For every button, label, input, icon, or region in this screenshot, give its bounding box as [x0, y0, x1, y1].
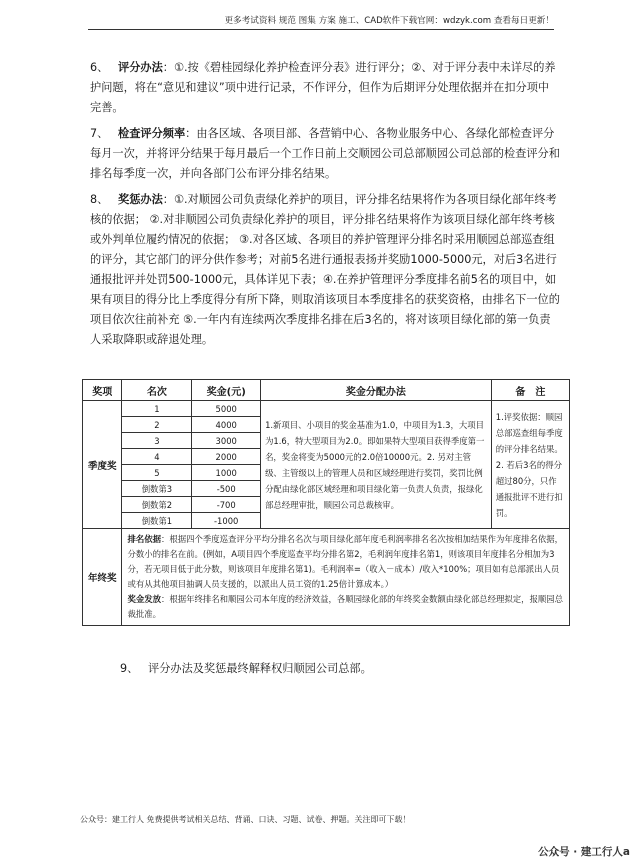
header-award: 奖项	[83, 380, 122, 401]
table-header-row	[83, 380, 570, 401]
rank-cell: 5	[122, 465, 192, 481]
page-header: 更多考试资料 规范 图集 方案 施工、CAD软件下载官网：wdzyk.com 查看每日更新！	[88, 14, 554, 30]
note-cell: 1.评奖依据：顺园总部巡查组每季度的评分排名结果。2. 若后3名的得分超过80分，只作通报批评不进行扣罚。	[491, 401, 569, 529]
year-award-desc: ：根据年终排名和顺园公司本年度的经济效益，各顺园绿化部的年终奖金数额由绿化部总经理拟定，报顺园总裁批准。	[127, 594, 563, 619]
item-number: 6、	[90, 61, 109, 74]
item-text: 评分办法及奖惩最终解释权归顺园公司总部。	[148, 662, 372, 675]
year-basis-title: 排名依据	[127, 534, 161, 544]
rank-cell: 1	[122, 401, 192, 417]
item-number: 8、	[90, 193, 109, 206]
year-award-title: 奖金发放	[127, 594, 161, 604]
year-award-text	[122, 529, 570, 626]
item-6	[90, 58, 560, 118]
header-note: 备 注	[491, 380, 569, 401]
distribution-cell: 1.新项目、小项目的奖金基准为1.0，中项目为1.3，大项目为1.6，特大型项目为2.0。即如果特大型项目获得季度第一名，奖金将变为5000元的2.0倍10000元。2. 另对主管级、主管级以上的管理人员和区域经理进行奖罚，奖罚比例分配由绿化部区域经理和项目绿化第一负责人负责，报绿化部总经理审批，顺园公司总裁核审。	[261, 401, 492, 529]
item-number: 9、	[120, 662, 139, 675]
page-footer: 公众号：建工行人 免费提供考试相关总结、背诵、口诀、习题、试卷、押题。关注即可下载！	[80, 815, 411, 824]
amount-cell: 2000	[192, 449, 261, 465]
amount-cell: 1000	[192, 465, 261, 481]
year-award-row	[83, 529, 570, 626]
table-row	[83, 401, 570, 417]
item-7	[90, 124, 560, 184]
award-table	[82, 379, 570, 626]
year-award-label: 年终奖	[83, 529, 122, 626]
item-title: 奖惩办法	[118, 193, 163, 206]
rank-cell: 2	[122, 417, 192, 433]
amount-cell: -700	[192, 497, 261, 513]
item-number: 7、	[90, 127, 109, 140]
watermark: 公众号 · 建工行人a	[538, 846, 630, 858]
header-distribution: 奖金分配办法	[261, 380, 492, 401]
item-title: 检查评分频率	[118, 127, 186, 140]
quarter-award-label: 季度奖	[83, 401, 122, 529]
amount-cell: -1000	[192, 513, 261, 529]
item-title: 评分办法	[118, 61, 163, 74]
amount-cell: -500	[192, 481, 261, 497]
amount-cell: 3000	[192, 433, 261, 449]
header-rank: 名次	[122, 380, 192, 401]
rank-cell: 倒数第2	[122, 497, 192, 513]
item-text: ：由各区域、各项目部、各营销中心、各物业服务中心、各绿化部检查评分每月一次，并将评分结果于每月最后一个工作日前上交顺园公司总部顺园公司总部的检查评分和排名每季度一次，并向各部门公布评分排名结果。	[90, 127, 560, 180]
item-text: ：①.对顺园公司负责绿化养护的项目，评分排名结果将作为各项目绿化部年终考核的依据； ②.对非顺园公司负责绿化养护的项目，评分排名结果将作为该项目绿化部年终考核或外判单位履约情况的依据； ③.对各区域、各项目的养护管理评分排名时采用顺园总部巡查组的评分，其它部门的评分供作参考；对前5名进行通报表扬并奖励1000-5000元，对后3名进行通报批评并处罚500-1000元，具体详见下表；④.在养护管理评分季度排名前5名的项目中，如果有项目的得分比上季度得分有所下降，则取消该项目本季度排名的获奖资格，由排名下一位的项目依次往前补充 ⑤.一年内有连续两次季度排名排在后3名的，将对该项目绿化部的第一负责人采取降职或辞退处理。	[90, 193, 560, 346]
rank-cell: 3	[122, 433, 192, 449]
item-text: ：①.按《碧桂园绿化养护检查评分表》进行评分；②、对于评分表中未详尽的养护问题，将在“意见和建议”项中进行记录，不作评分，但作为后期评分处理依据并在扣分项中完善。	[90, 61, 556, 114]
year-basis-text: ：根据四个季度巡查评分平均分排名名次与项目绿化部年度毛利润率排名名次按相加结果作为年度排名依据，分数小的排名在前。(例如，A项目四个季度巡查平均分排名第2，毛利润年度排名第1，则该项目年度排名分相加为3分，若无项目低于此分数，则该项目年度排名第1)。毛利润率=（收入－成本）/收入*100%；项目如有总部派出人员或有从其他项目抽调人员支援的，以派出人员工资的1.25倍计算成本。）	[127, 534, 563, 589]
header-amount: 奖金(元)	[192, 380, 261, 401]
item-9	[120, 660, 372, 676]
rank-cell: 4	[122, 449, 192, 465]
item-8	[90, 190, 560, 350]
rank-cell: 倒数第1	[122, 513, 192, 529]
amount-cell: 5000	[192, 401, 261, 417]
rank-cell: 倒数第3	[122, 481, 192, 497]
amount-cell: 4000	[192, 417, 261, 433]
